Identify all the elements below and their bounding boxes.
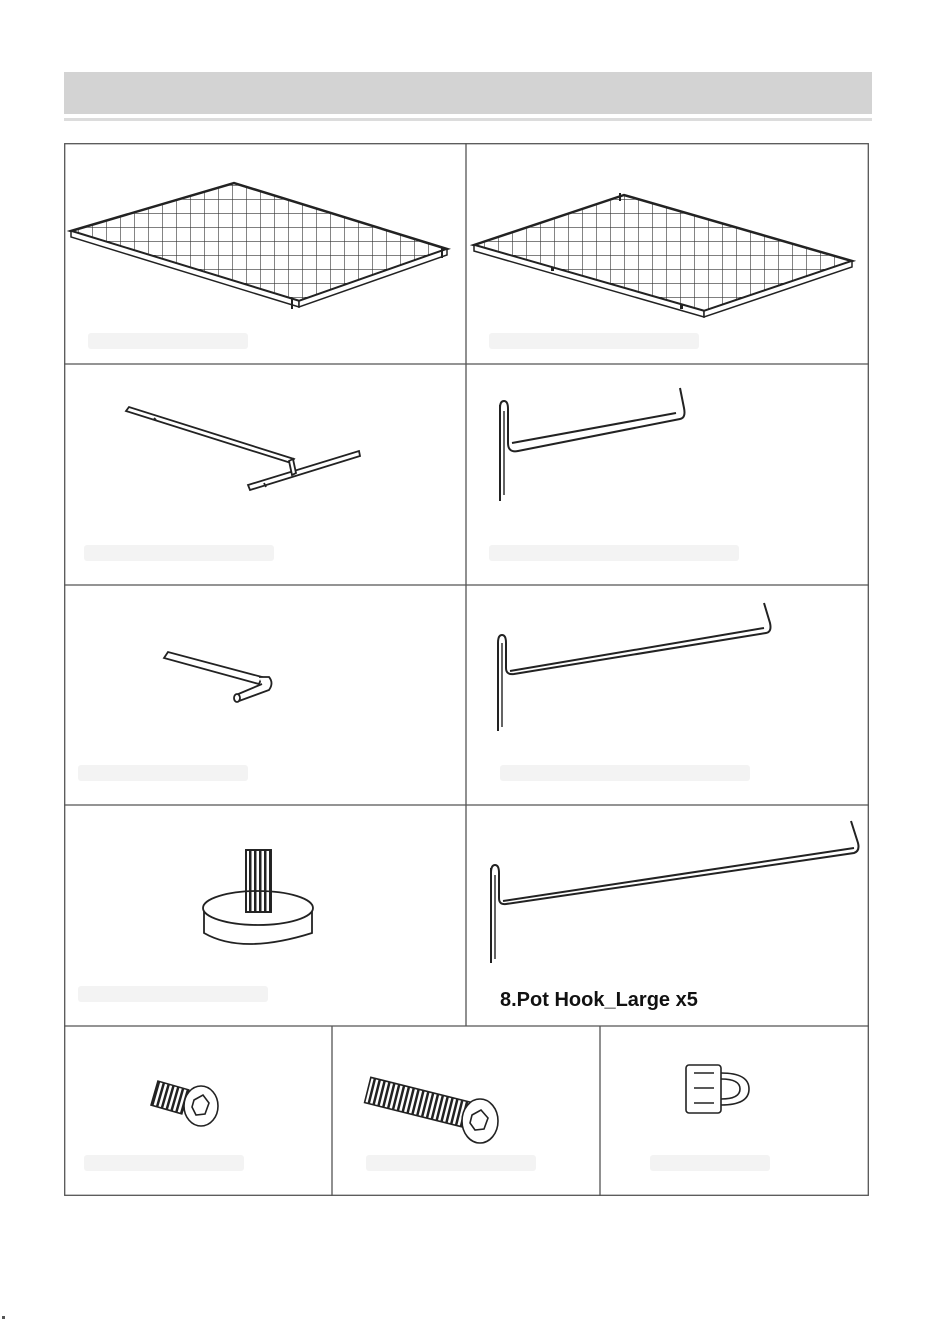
faded-label-strip xyxy=(500,765,750,781)
wire-grid-shelf-a-illustration xyxy=(71,183,447,309)
header-divider xyxy=(64,118,872,121)
binder-clip-illustration xyxy=(686,1065,749,1113)
short-screw-illustration xyxy=(151,1081,218,1126)
faded-label-strip xyxy=(650,1155,770,1171)
faded-label-strip xyxy=(489,545,739,561)
faded-label-strip xyxy=(78,986,268,1002)
faded-label-strip xyxy=(78,765,248,781)
allen-key-illustration xyxy=(164,652,272,702)
pot-hook-small-illustration xyxy=(500,388,685,501)
t-bar-support-illustration xyxy=(126,407,360,490)
faded-label-strip xyxy=(489,333,699,349)
pot-hook-medium-illustration xyxy=(498,603,771,731)
part-label-pot-hook-large: 8.Pot Hook_Large x5 xyxy=(500,989,698,1011)
page-corner-mark xyxy=(2,1316,5,1319)
header-bar xyxy=(64,72,872,114)
long-screw-illustration xyxy=(365,1077,498,1143)
faded-label-strip xyxy=(84,545,274,561)
pot-hook-large-illustration xyxy=(491,821,859,963)
faded-label-strip xyxy=(88,333,248,349)
parts-grid xyxy=(64,143,869,1196)
faded-label-strip xyxy=(366,1155,536,1171)
leveling-foot-illustration xyxy=(203,850,313,944)
faded-label-strip xyxy=(84,1155,244,1171)
wire-grid-shelf-b-illustration xyxy=(474,193,852,317)
